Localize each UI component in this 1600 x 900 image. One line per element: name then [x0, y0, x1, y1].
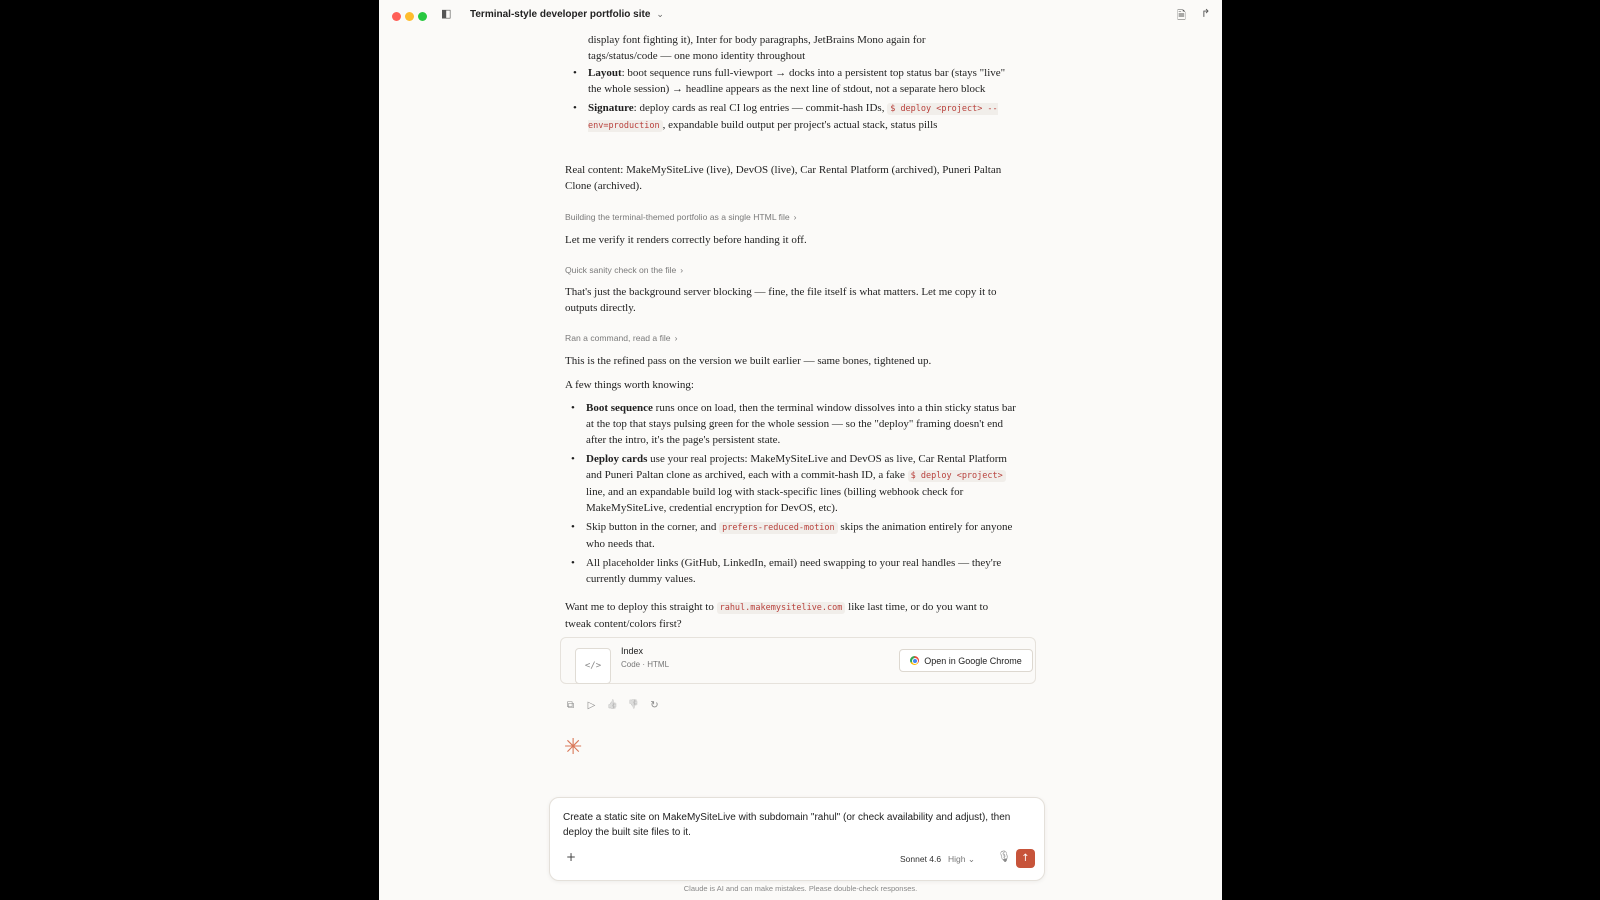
inline-code: $ deploy <project>	[908, 470, 1006, 482]
chevron-down-icon[interactable]: ⌄	[656, 9, 664, 19]
effort-selector[interactable]: High ⌄	[948, 854, 975, 864]
app-window	[379, 0, 1222, 900]
regenerate-icon[interactable]: ↻	[650, 700, 659, 711]
document-icon[interactable]: 🗎	[1177, 9, 1186, 22]
message-text: Want me to deploy this straight to rahul.makemysitelive.com like last time, or do you want to tweak content/colors first?	[565, 601, 989, 630]
title-bar	[379, 0, 1222, 31]
message-text: Real content: MakeMySiteLive (live), DevOS (live), Car Rental Platform (archived), Puneri Paltan Clone (archived).	[565, 164, 1002, 192]
tool-step[interactable]: Ran a command, read a file ›	[565, 333, 678, 343]
chevron-right-icon: ›	[680, 265, 684, 275]
prompt-input[interactable]: Create a static site on MakeMySiteLive with subdomain "rahul" (or check availability and adjust), then deploy the built site files to it.	[563, 812, 1011, 838]
tool-step[interactable]: Building the terminal-themed portfolio as a single HTML file ›	[565, 212, 797, 222]
close-window-button[interactable]	[392, 12, 401, 21]
minimize-window-button[interactable]	[405, 12, 414, 21]
chevron-right-icon: ›	[674, 333, 678, 343]
design-bullets	[588, 65, 1018, 134]
list-item: • All placeholder links (GitHub, LinkedIn, email) need swapping to your real handles — they're currently dummy values.	[586, 555, 1021, 587]
inline-code: rahul.makemysitelive.com	[717, 602, 846, 614]
list-item: • Boot sequence runs once on load, then the terminal window dissolves into a thin sticky status bar at the top that stays pulsing green for the whole session — so the "deploy" framing doesn't end after the intro, it's the page's persistent state.	[586, 400, 1021, 448]
chrome-icon	[910, 656, 919, 665]
code-file-icon: </>	[575, 648, 611, 684]
message-text: That's just the background server blocking — fine, the file itself is what matters. Let me copy it to outputs directly.	[565, 286, 997, 314]
list-item: • Skip button in the corner, and prefers-reduced-motion skips the animation entirely for anyone who needs that.	[586, 519, 1021, 552]
open-in-chrome-button[interactable]: Open in Google Chrome	[899, 649, 1033, 672]
message-actions	[564, 700, 661, 711]
model-selector[interactable]: Sonnet 4.6	[900, 854, 942, 864]
play-icon[interactable]: ▷	[587, 700, 596, 711]
message-text: This is the refined pass on the version we built earlier — same bones, tightened up.	[565, 355, 932, 367]
list-item: • Deploy cards use your real projects: MakeMySiteLive and DevOS as live, Car Rental Platform and Puneri Paltan clone as archived, each with a commit-hash ID, a fake $ deploy <project> line, and an expandable build log with stack-specific lines (billing webhook check for MakeMySiteLive, credential encryption for DevOS, etc).	[586, 451, 1021, 516]
share-icon[interactable]: ↱	[1201, 7, 1211, 20]
list-item: • Layout: boot sequence runs full-viewport → docks into a persistent top status bar (stays "live" the whole session) → headline appears as the next line of stdout, not a separate hero block	[588, 65, 1018, 97]
message-text: A few things worth knowing:	[565, 379, 694, 391]
chevron-right-icon: ›	[793, 212, 797, 222]
inline-code: prefers-reduced-motion	[719, 522, 838, 534]
prev-bullet-continuation: display font fighting it), Inter for body paragraphs, JetBrains Mono again for tags/status/code — one mono identity throughout	[588, 34, 926, 62]
copy-icon[interactable]: ⧉	[566, 700, 575, 711]
artifact-subtitle: Code · HTML	[621, 660, 670, 669]
disclaimer: Claude is AI and can make mistakes. Please double-check responses.	[683, 884, 918, 893]
thumbs-down-icon[interactable]: 👎	[627, 700, 640, 710]
message-text: Let me verify it renders correctly before handing it off.	[565, 234, 807, 246]
conversation-title[interactable]: Terminal-style developer portfolio site ⌄	[470, 9, 664, 20]
notes-list	[586, 400, 1021, 587]
tool-step[interactable]: Quick sanity check on the file ›	[565, 265, 684, 275]
message-composer[interactable]	[549, 797, 1045, 881]
send-button[interactable]: ↑	[1016, 849, 1035, 868]
add-attachment-icon[interactable]: +	[566, 850, 577, 864]
claude-spark-icon: ✳	[564, 735, 583, 760]
thumbs-up-icon[interactable]: 👍	[606, 700, 619, 710]
list-item: • Signature: deploy cards as real CI log entries — commit-hash IDs, $ deploy <project> --env=production , expandable build output per project's actual stack, status pills	[588, 100, 1018, 134]
artifact-title: Index	[621, 646, 644, 656]
microphone-icon[interactable]: 🎙	[997, 850, 1011, 863]
artifact-card[interactable]	[560, 637, 1036, 684]
inline-code: $ deploy <project> --env=production	[588, 104, 998, 131]
sidebar-icon[interactable]: ◧	[441, 7, 452, 20]
zoom-window-button[interactable]	[418, 12, 427, 21]
